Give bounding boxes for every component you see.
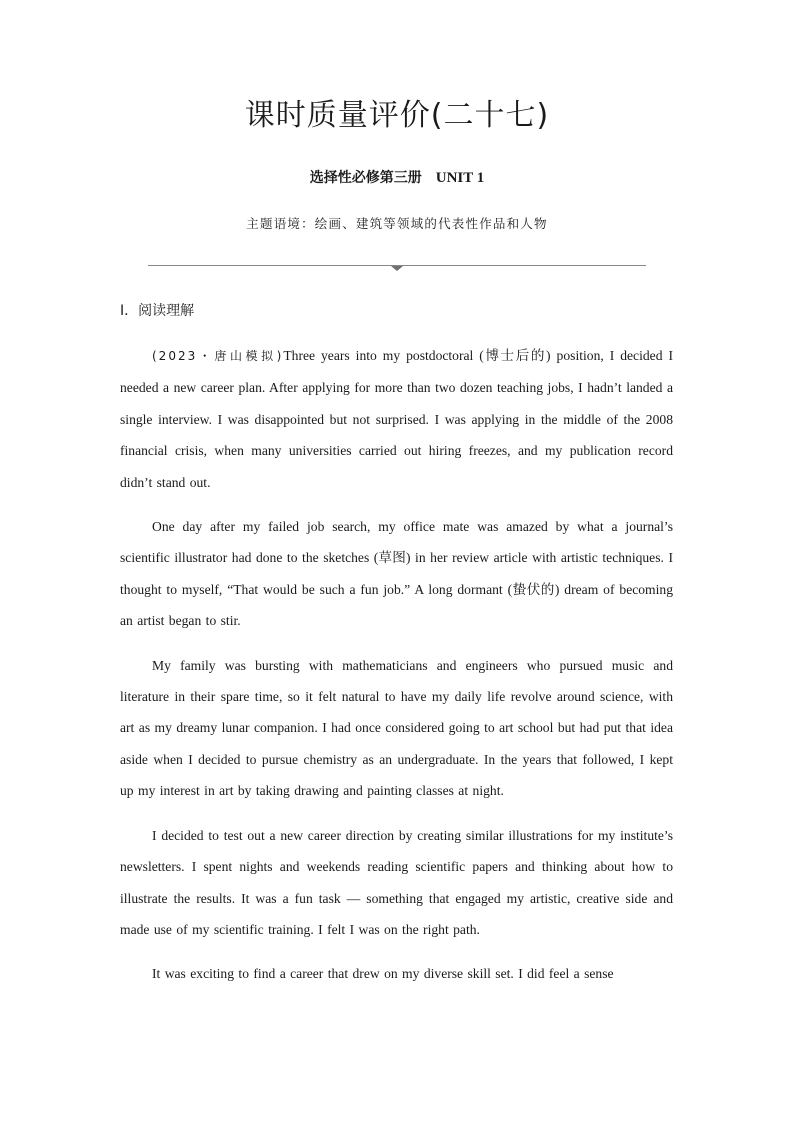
article-paragraph [120,340,673,498]
section-heading: Ⅰ．阅读理解 [120,303,195,319]
book-subtitle [0,167,794,189]
article-paragraph: It was exciting to find a career that drew on my diverse skill set. I did feel a sense [152,966,614,982]
article-paragraph: My family was bursting with mathematicians and engineers who pursued music and literature in their spare time, so it felt natural to have my daily life revolve around science, with art as my dreamy lunar companion. I had once considered going to art school but had put that idea aside when I decided to pursue chemistry as an undergraduate. In the years that followed, I kept up my interest in art by taking drawing and painting classes at night. [120,657,673,799]
reading-article [120,340,673,1003]
article-source: (2023・唐山模拟) [152,349,284,363]
theme-context: 主题语境：绘画、建筑等领域的代表性作品和人物 [246,216,548,231]
article-paragraph: I decided to test out a new career direction by creating similar illustrations for my institute’s newsletters. I spent nights and weekends reading scientific papers and thinking about how to illustrate the results. It was a fun task — something that engaged my artistic, creative side and made use of my scientific training. I felt I was on the right path. [120,827,673,937]
article-paragraph: One day after my failed job search, my office mate was amazed by what a journal’s scientific illustrator had done to the sketches (草图) in her review article with artistic techniques. I thought to myself, “That would be such a fun job.” A long dormant (蛰伏的) dream of becoming an artist began to stir. [120,519,673,629]
paragraph-text: Three years into my postdoctoral (博士后的) position, I decided I needed a new career plan. After applying for more than two dozen teaching jobs, I hadn’t landed a single interview. I was disappointed but not surprised. I was applying in the middle of the 2008 financial crisis, when many universities carried out hiring freezes, and my publication record didn’t stand out. [120,348,673,490]
divider-arrow-icon [391,266,403,271]
unit-label: UNIT 1 [435,170,485,186]
page-title: 课时质量评价(二十七) [244,98,550,133]
book-name: 选择性必修第三册 [309,170,422,186]
